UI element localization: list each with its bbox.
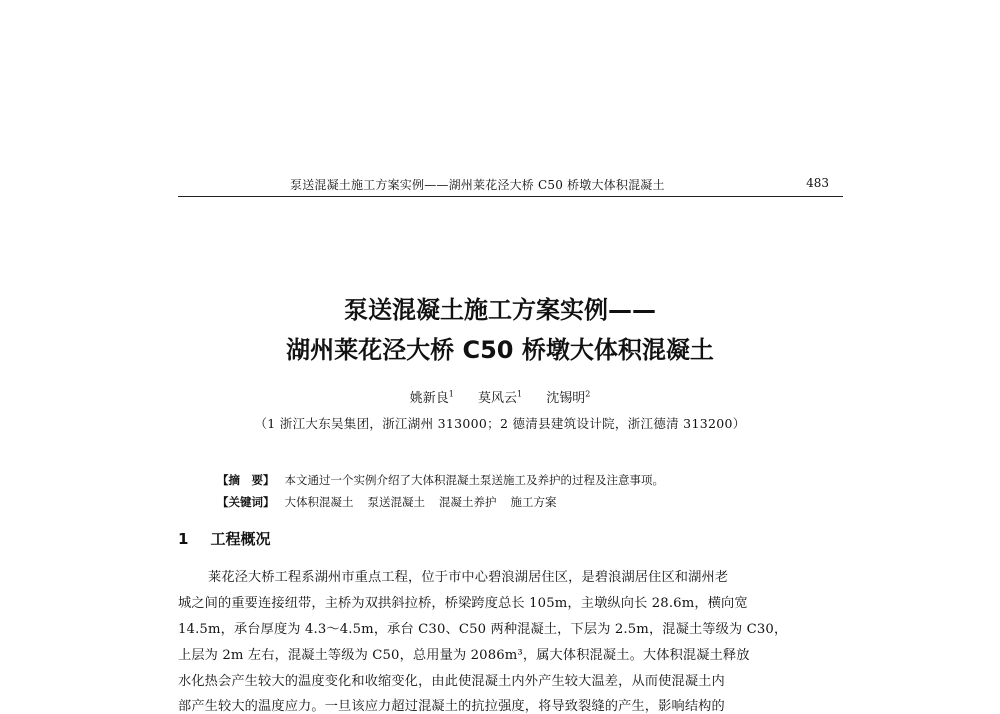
keywords-label: 【关键词】	[217, 495, 275, 509]
affiliation: （1 浙江大东吴集团，浙江湖州 313000；2 德清县建筑设计院，浙江德清 313200）	[254, 416, 746, 431]
body-line: 14.5m，承台厚度为 4.3～4.5m，承台 C30、C50 两种混凝土，下层为 2.5m，混凝土等级为 C30，	[178, 622, 788, 637]
author: 沈锡明$^2$	[546, 389, 591, 406]
abstract-label: 【摘 要】	[217, 473, 275, 487]
body-line: 城之间的重要连接纽带，主桥为双拱斜拉桥，桥梁跨度总长 105m，主墩纵向长 28.6m，横向宽	[178, 596, 748, 611]
author-list	[0, 387, 1000, 406]
section-title: 工程概况	[210, 530, 271, 548]
article-title-line-2: 湖州莱花泾大桥 C50 桥墩大体积混凝土	[286, 336, 714, 364]
body-line: 部产生较大的温度应力。一旦该应力超过混凝土的抗拉强度，将导致裂缝的产生，影响结构的	[178, 699, 725, 714]
body-line: 莱花泾大桥工程系湖州市重点工程，位于市中心碧浪湖居住区，是碧浪湖居住区和湖州老	[208, 570, 729, 585]
page-number: 483	[806, 176, 829, 190]
author: 莫风云$^1$	[477, 389, 523, 406]
keyword: 施工方案	[510, 495, 557, 509]
keyword: 混凝土养护	[439, 495, 497, 509]
running-title: 泵送混凝土施工方案实例——湖州莱花泾大桥 C50 桥墩大体积混凝土	[290, 178, 665, 192]
keyword: 泵送混凝土	[367, 495, 425, 509]
body-line: 上层为 2m 左右，混凝土等级为 C50，总用量为 2086m³，属大体积混凝土。大体积混凝土释放	[178, 648, 750, 663]
body-line: 水化热会产生较大的温度变化和收缩变化，由此使混凝土内外产生较大温差，从而使混凝土内	[178, 674, 725, 689]
abstract	[217, 472, 664, 488]
section-number: 1	[178, 530, 189, 548]
keywords	[217, 494, 571, 510]
author: 姚新良$^1$	[409, 389, 454, 406]
section-heading	[178, 528, 270, 549]
article-title-line-1: 泵送混凝土施工方案实例——	[344, 296, 656, 324]
running-header	[178, 174, 843, 197]
keyword: 大体积混凝土	[284, 495, 354, 509]
abstract-text: 本文通过一个实例介绍了大体积混凝土泵送施工及养护的过程及注意事项。	[284, 473, 664, 487]
